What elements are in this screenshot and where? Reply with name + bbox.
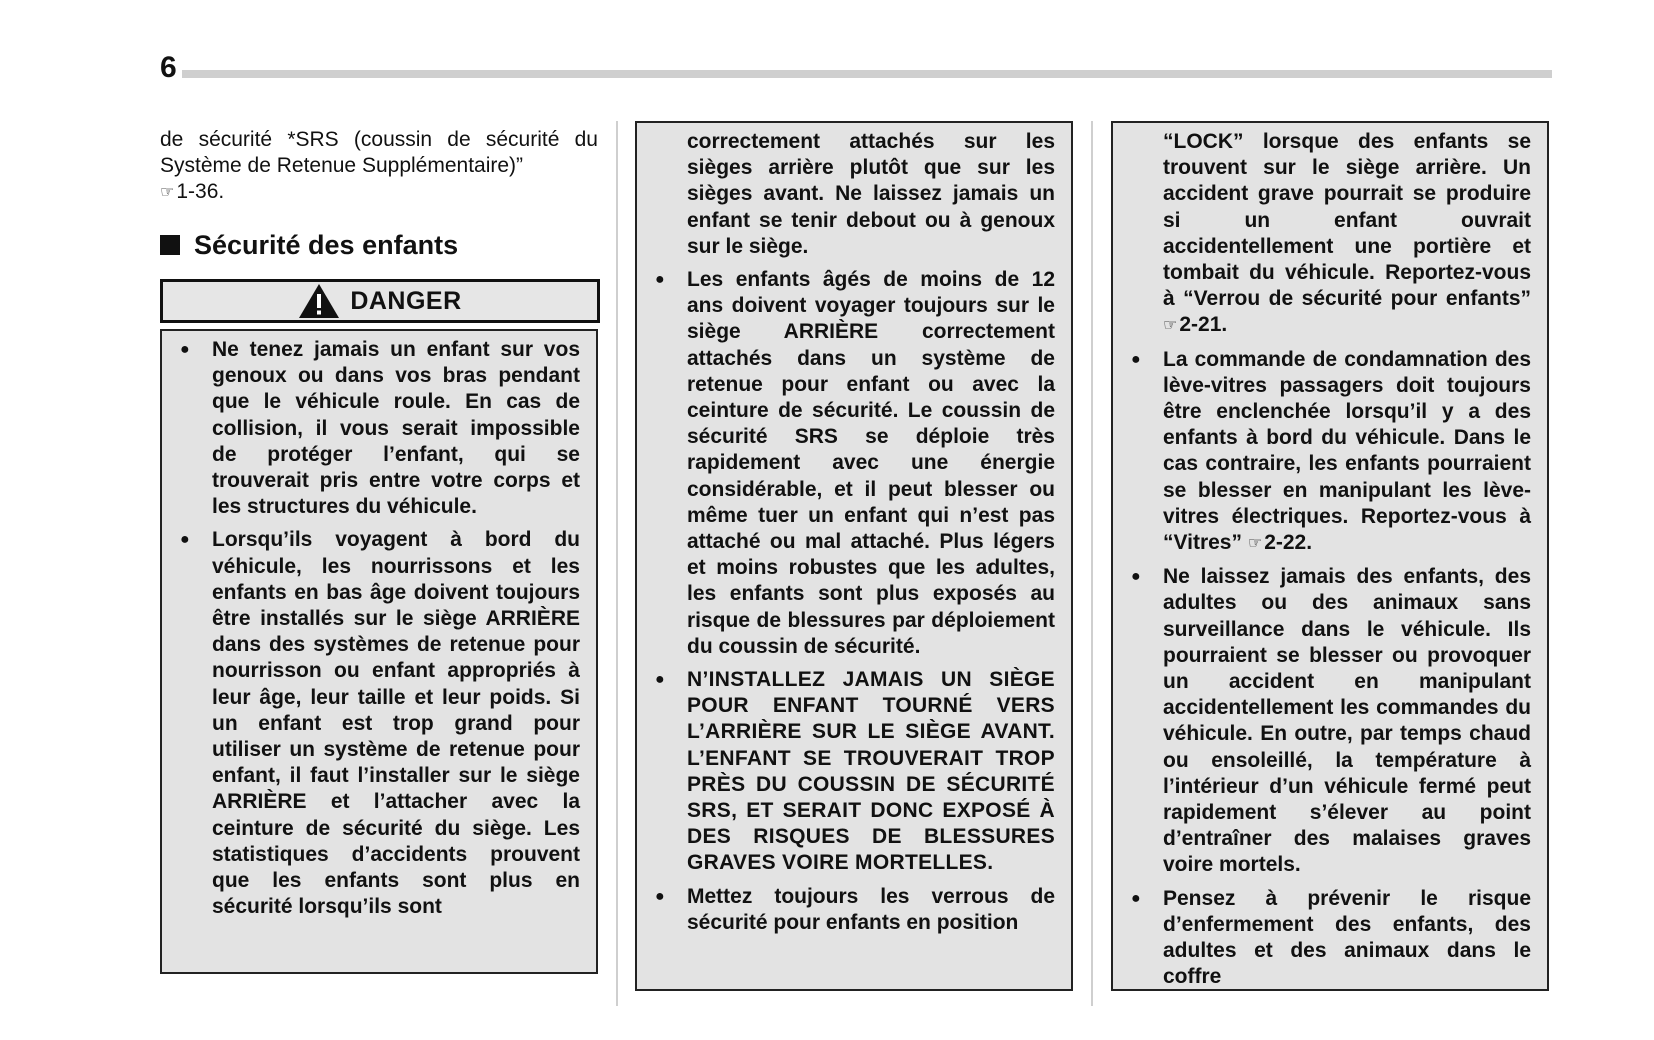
page-reference-icon: ☞: [160, 184, 175, 201]
list-item: ● Lorsqu’ils voyagent à bord du véhicule, les nourrissons et les enfants en bas âge doivent toujours être installés sur le siège ARRIÈRE dans des systèmes de retenue pour nourrisson ou enfant appropriés à leur âge, leur taille et leur poids. Si un enfant est trop grand pour utiliser un système de retenue pour enfant, il faut l’installer sur le siège ARRIÈRE et l’attacher avec la ceinture de sécurité du siège. Les statistiques d’accidents prouvent que les enfants sont plus en sécurité lorsqu’ils sont: [180, 528, 580, 919]
danger-box-column-1: [160, 329, 598, 974]
list-item: ● Les enfants âgés de moins de 12 ans doivent voyager toujours sur le siège ARRIÈRE correctement attachés dans un système de retenue pour enfant ou avec la ceinture de sécurité. Le coussin de sécurité SRS se déploie très rapidement avec une énergie considérable, et il peut blesser ou même tuer un enfant qui n’est pas attaché ou mal attaché. Plus légers et moins robustes que les adultes, les enfants sont plus exposés au risque de blessures par déploiement du coussin de sécurité.: [655, 268, 1055, 658]
continuation-text: “LOCK” lorsque des enfants se trouvent sur le siège arrière. Un accident grave pourrait se produire si un enfant ouvrait accidentellement une portière et tombait du véhicule. Reportez-vous à “Verrou de sécurité pour enfants” ☞2-21.: [1163, 130, 1531, 337]
page-reference-icon: ☞: [1163, 317, 1178, 335]
danger-banner: [160, 279, 600, 323]
section-title: Sécurité des enfants: [194, 230, 459, 260]
danger-box-column-2: [635, 121, 1073, 991]
intro-text: de sécurité *SRS (coussin de sécurité du Système de Retenue Supplémentaire)”: [160, 128, 598, 177]
heading-square-icon: [160, 235, 180, 255]
bullet-icon: ●: [655, 271, 665, 289]
intro-paragraph: [160, 127, 598, 206]
column-divider: [1091, 121, 1093, 1006]
list-item: ● Ne tenez jamais un enfant sur vos genoux ou dans vos bras pendant que le véhicule roule. En cas de collision, il vous serait impossible de protéger l’enfant, qui se trouverait pris entre votre corps et les structures du véhicule.: [180, 338, 580, 519]
bullet-icon: ●: [1131, 889, 1141, 907]
section-heading: [160, 228, 598, 262]
warning-triangle-icon: [298, 283, 340, 319]
continuation-text: correctement attachés sur les sièges arrière plutôt que sur les sièges avant. Ne laissez jamais un enfant se tenir debout ou à genoux sur le siège.: [687, 130, 1055, 258]
list-item: ● Ne laissez jamais des enfants, des adultes ou des animaux sans surveillance dans le véhicule. Ils pourraient se blesser ou provoquer un accident en manipulant accidentellement les commandes du véhicule. En outre, par temps chaud ou ensoleillé, la température à l’intérieur d’un véhicule fermé peut rapidement s’élever au point d’entraîner des malaises graves voire mortels.: [1131, 565, 1531, 877]
bullet-icon: ●: [1131, 568, 1141, 586]
page-reference-icon: ☞: [1247, 535, 1263, 553]
list-item: ● La commande de condamnation des lève-vitres passagers doit toujours être enclenchée lorsqu’il y a des enfants à bord du véhicule. Dans le cas contraire, les enfants pourraient se blesser en manipulant les lève-vitres électriques. Reportez-vous à “Vitres” ☞2-22.: [1131, 347, 1531, 555]
danger-box-column-3: [1111, 121, 1549, 991]
page-number: 6: [160, 51, 177, 84]
bullet-icon: ●: [180, 341, 190, 358]
bullet-icon: ●: [655, 671, 665, 689]
intro-ref: 1-36.: [176, 180, 225, 203]
bullet-icon: ●: [655, 887, 665, 905]
list-item: ● N’INSTALLEZ JAMAIS UN SIÈGE POUR ENFANT TOURNÉ VERS L’ARRIÈRE SUR LE SIÈGE AVANT. L’ENFANT SE TROUVERAIT TROP PRÈS DU COUSSIN DE SÉCURITÉ SRS, ET SERAIT DONC EXPOSÉ À DES RISQUES DE BLESSURES GRAVES VOIRE MORTELLES.: [655, 668, 1055, 875]
column-divider: [616, 121, 618, 1006]
list-item: ● Pensez à prévenir le risque d’enfermement des enfants, des adultes et des animaux dans le coffre: [1131, 886, 1531, 989]
bullet-icon: ●: [1131, 350, 1141, 368]
list-item: ● Mettez toujours les verrous de sécurité pour enfants en position: [655, 884, 1055, 934]
danger-label: DANGER: [350, 286, 462, 315]
bullet-icon: ●: [180, 531, 190, 549]
header-rule: [182, 70, 1552, 78]
